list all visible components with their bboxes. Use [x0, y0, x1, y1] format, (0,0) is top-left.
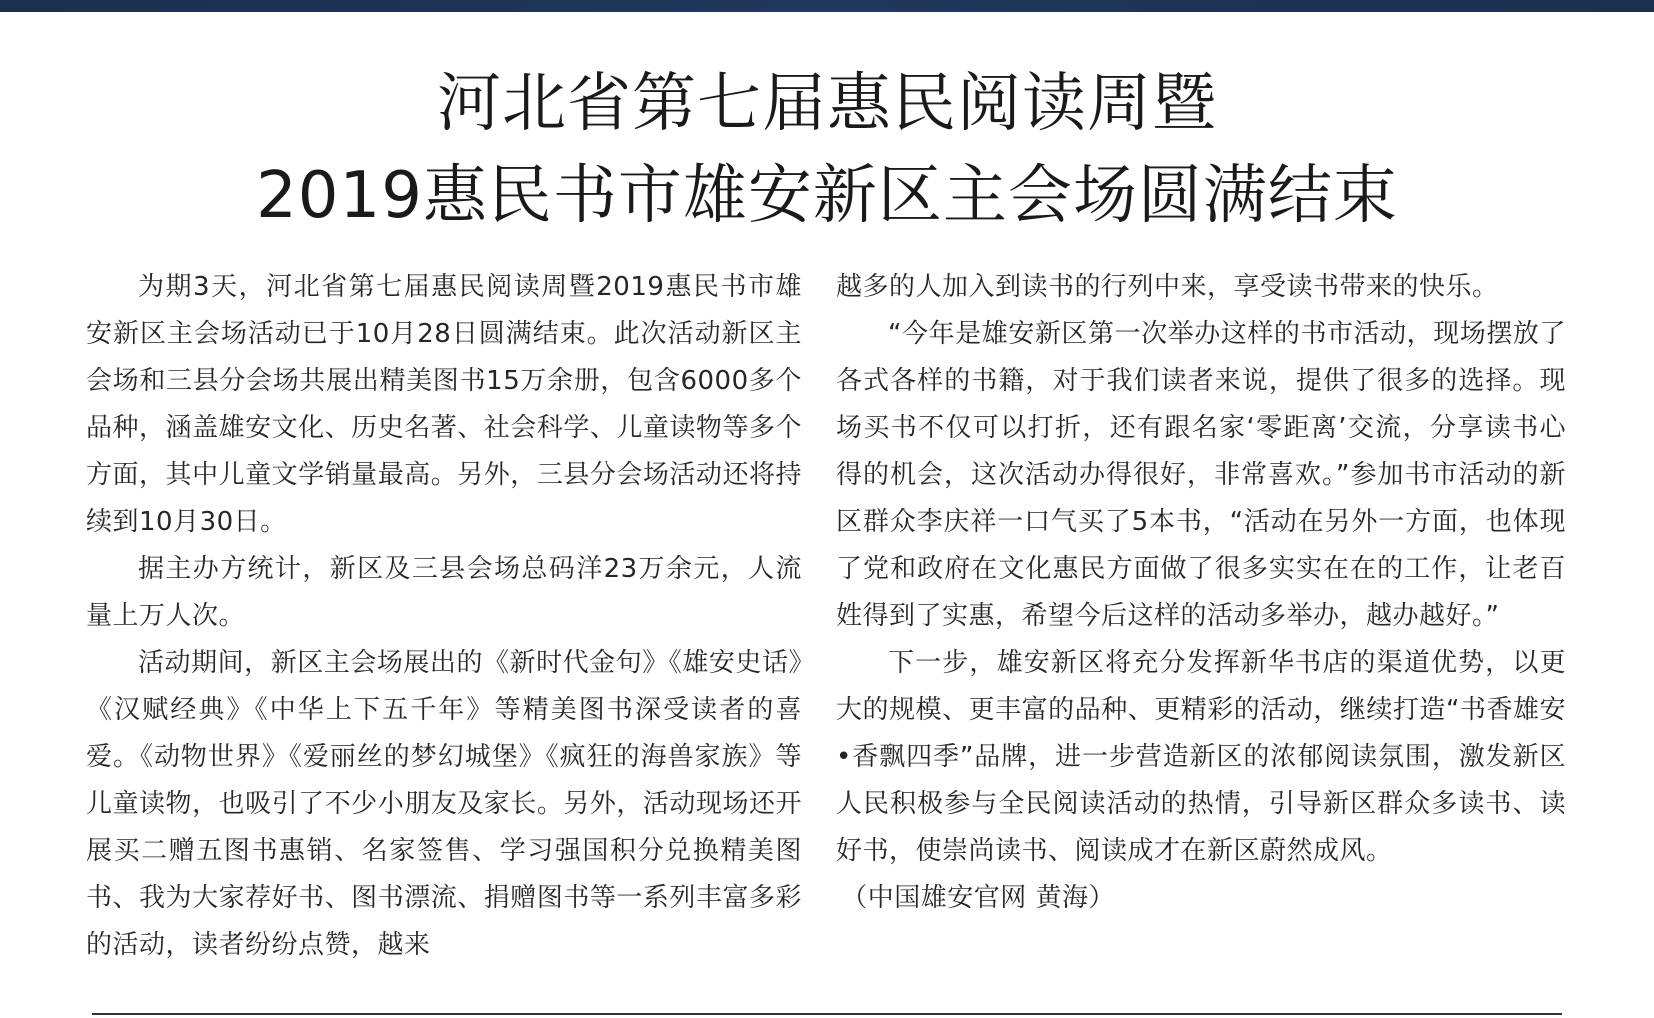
- article-paragraph: “今年是雄安新区第一次举办这样的书市活动，现场摆放了各式各样的书籍，对于我们读者来说，提供了很多的选择。现场买书不仅可以打折，还有跟名家‘零距离’交流，分享读书心得的机会，这次活动办得很好，非常喜欢。”参加书市活动的新区群众李庆祥一口气买了5本书，“活动在另外一方面，也体现了党和政府在文化惠民方面做了很多实实在在的工作，让老百姓得到了实惠，希望今后这样的活动多举办，越办越好。”: [836, 319, 1566, 631]
- article-paragraph: 下一步，雄安新区将充分发挥新华书店的渠道优势，以更大的规模、更丰富的品种、更精彩的活动，继续打造“书香雄安•香飘四季”品牌，进一步营造新区的浓郁阅读氛围，激发新区人民积极参与全民阅读活动的热情，引导新区群众多读书、读好书，使崇尚读书、阅读成才在新区蔚然成风。: [836, 648, 1566, 866]
- article-paragraph-continuation: 越多的人加入到读书的行列中来，享受读书带来的快乐。: [836, 272, 1499, 302]
- bottom-divider: [92, 1013, 1562, 1015]
- header-color-bar: [0, 0, 1654, 12]
- headline-line-1: 河北省第七届惠民阅读周暨: [437, 67, 1217, 141]
- article-headline: [0, 58, 1654, 242]
- article-paragraph: 据主办方统计，新区及三县会场总码洋23万余元，人流量上万人次。: [86, 554, 802, 631]
- article-paragraph: 为期3天，河北省第七届惠民阅读周暨2019惠民书市雄安新区主会场活动已于10月28日圆满结束。此次活动新区主会场和三县分会场共展出精美图书15万余册，包含6000多个品种，涵盖雄安文化、历史名著、社会科学、儿童读物等多个方面，其中儿童文学销量最高。另外，三县分会场活动还将持续到10月30日。: [86, 272, 802, 537]
- article-column-left: [86, 264, 802, 969]
- article-column-right: [836, 264, 1566, 922]
- article-paragraph: 活动期间，新区主会场展出的《新时代金句》《雄安史话》《汉赋经典》《中华上下五千年》等精美图书深受读者的喜爱。《动物世界》《爱丽丝的梦幻城堡》《疯狂的海兽家族》等儿童读物，也吸引了不少小朋友及家长。另外，活动现场还开展买二赠五图书惠销、名家签售、学习强国积分兑换精美图书、我为大家荐好书、图书漂流、捐赠图书等一系列丰富多彩的活动，读者纷纷点赞，越来: [86, 648, 802, 960]
- article-credit: （中国雄安官网 黄海）: [841, 883, 1115, 913]
- headline-line-2: 2019惠民书市雄安新区主会场圆满结束: [256, 159, 1398, 233]
